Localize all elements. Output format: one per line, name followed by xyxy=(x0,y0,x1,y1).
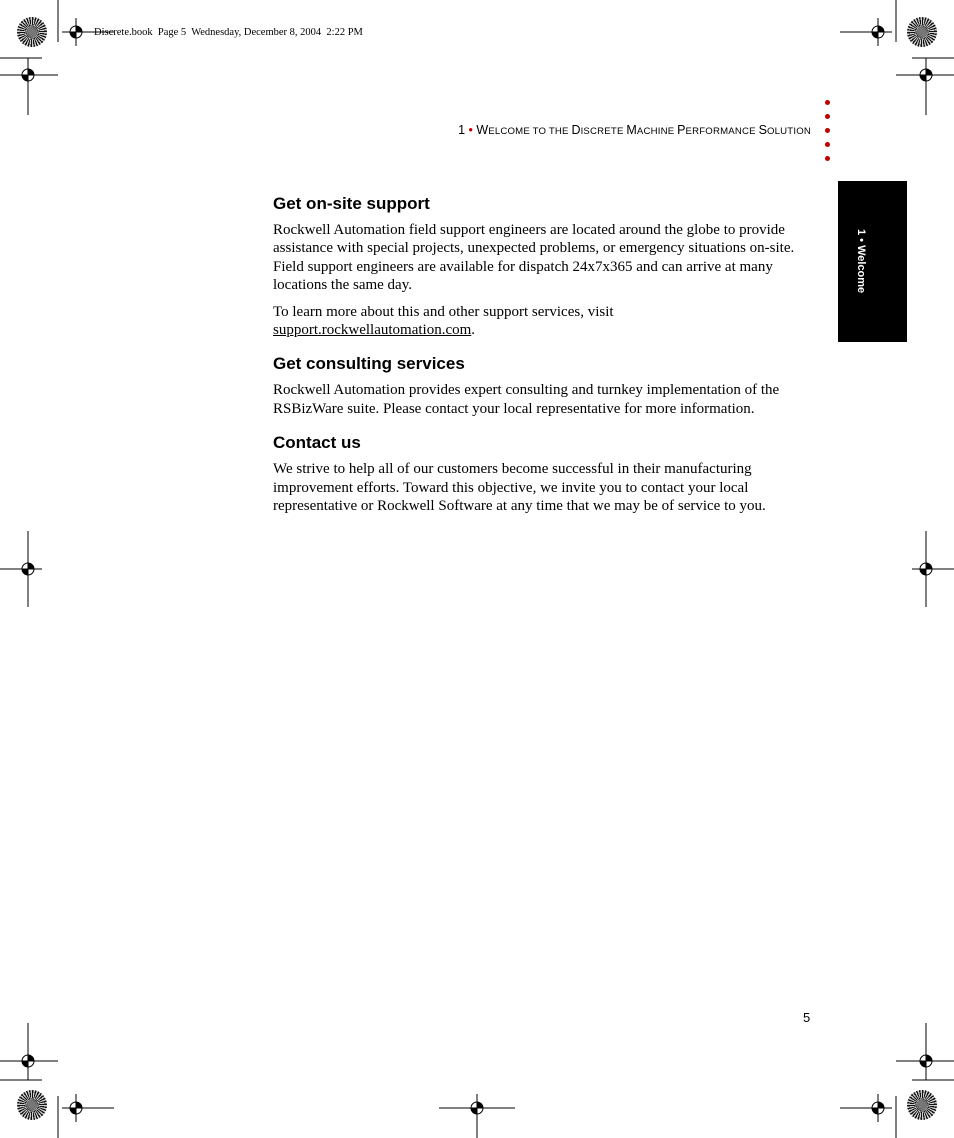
title-rest: OLUTION xyxy=(766,126,811,137)
decorative-dots-icon xyxy=(825,100,833,170)
section-heading: Contact us xyxy=(273,433,361,453)
file-stamp: Discrete.book Page 5 Wednesday, December 8, 2004 2:22 PM xyxy=(94,27,363,38)
running-head-title xyxy=(476,123,811,137)
support-link[interactable]: support.rockwellautomation.com xyxy=(273,322,472,339)
chapter-side-tab xyxy=(838,181,907,342)
section-contact-us xyxy=(273,432,813,515)
section-heading: Get on-site support xyxy=(273,194,430,213)
side-tab-label: 1 • Welcome xyxy=(855,229,867,294)
title-cap: M xyxy=(626,123,637,137)
title-rest: ISCRETE xyxy=(580,126,627,137)
title-cap: S xyxy=(758,123,767,137)
section-paragraph: Rockwell Automation field support engineers are located around the globe to provide assistance with special projects, unexpected problems, or emergency situations on-site. Field support engineers are available for dispatch 24x7x365 and can arrive at many locations the same day. xyxy=(273,222,795,294)
chapter-number: 1 xyxy=(458,123,466,137)
section-paragraph: We strive to help all of our customers become successful in their manufacturing improvement efforts. Toward this objective, we invite you to contact your local representative or Rockwell Software at any time that we may be of service to you. xyxy=(273,461,766,515)
section-consulting-services xyxy=(273,353,813,418)
page-number: 5 xyxy=(803,1010,811,1025)
section-paragraph: Rockwell Automation provides expert consulting and turnkey implementation of the RSBizWare suite. Please contact your local representative for more information. xyxy=(273,382,780,417)
paragraph-text: . xyxy=(471,322,476,339)
section-paragraph xyxy=(273,303,813,340)
paragraph-text: To learn more about this and other support services, visit xyxy=(273,303,614,320)
main-content xyxy=(273,193,813,529)
title-cap: P xyxy=(677,123,686,137)
title-cap: D xyxy=(571,123,581,137)
section-heading: Get consulting services xyxy=(273,354,465,374)
title-cap: W xyxy=(476,123,489,137)
running-head-bullet: • xyxy=(468,123,473,137)
title-rest: ACHINE xyxy=(636,126,678,137)
title-rest: ELCOME TO THE xyxy=(488,126,572,137)
running-head xyxy=(458,123,811,137)
section-on-site-support xyxy=(273,193,813,339)
title-rest: ERFORMANCE xyxy=(685,126,759,137)
